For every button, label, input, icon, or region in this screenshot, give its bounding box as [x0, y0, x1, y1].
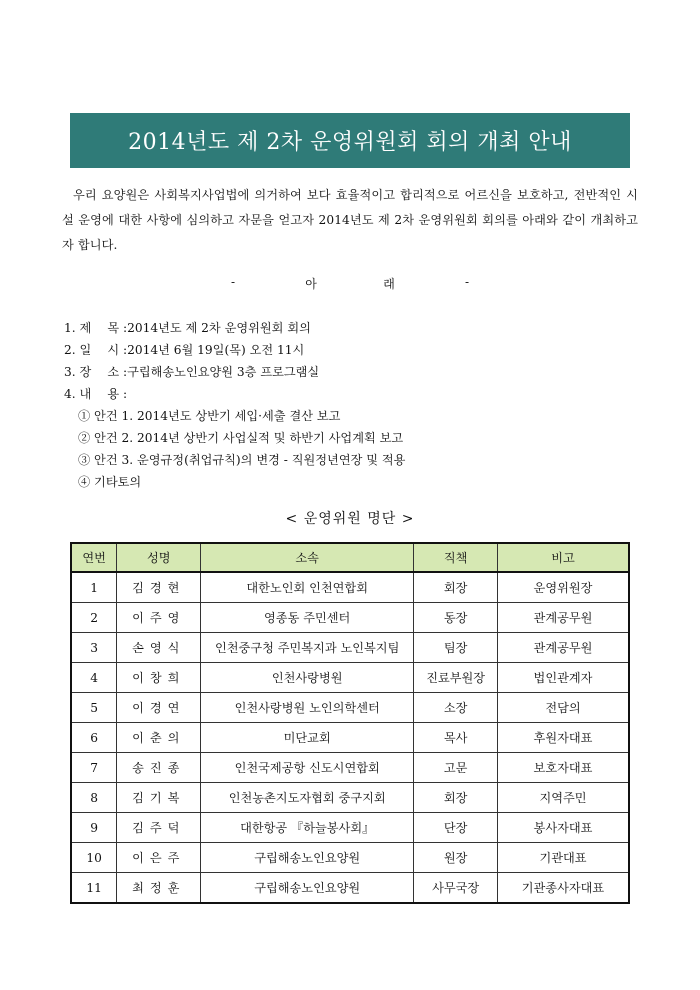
detail-title [64, 317, 644, 339]
detail-value: 2014년도 제 2차 운영위원회 회의 [127, 321, 311, 335]
cell-affiliation: 인천국제공항 신도시연합회 [201, 753, 414, 783]
agenda-item: ② 안건 2. 2014년 상반기 사업실적 및 하반기 사업계획 보고 [78, 431, 404, 445]
table-row [71, 843, 629, 873]
cell-position: 팀장 [414, 633, 498, 663]
cell-name: 김경현 [117, 572, 201, 603]
cell-affiliation: 인천사랑병원 [201, 663, 414, 693]
cell-name: 송진종 [117, 753, 201, 783]
table-header-row [71, 543, 629, 572]
cell-no: 7 [71, 753, 117, 783]
ahrae-char-2: 래 [383, 277, 395, 291]
cell-name: 이주영 [117, 603, 201, 633]
header-name: 성명 [117, 543, 201, 572]
detail-value: 구립해송노인요양원 3층 프로그램실 [127, 365, 320, 379]
cell-note: 관계공무원 [497, 633, 629, 663]
table-body [71, 572, 629, 903]
cell-affiliation: 대한노인회 인천연합회 [201, 572, 414, 603]
cell-name: 손영식 [117, 633, 201, 663]
cell-no: 3 [71, 633, 117, 663]
cell-name: 이경연 [117, 693, 201, 723]
detail-datetime [64, 339, 644, 361]
table-row [71, 723, 629, 753]
cell-no: 11 [71, 873, 117, 904]
header-affiliation: 소속 [201, 543, 414, 572]
cell-position: 목사 [414, 723, 498, 753]
detail-label: 1. 제 목 : [64, 321, 128, 335]
intro-paragraph: 우리 요양원은 사회복지사업법에 의거하여 보다 효율적이고 합리적으로 어르신을 보호하고, 전반적인 시설 운영에 대한 사항에 심의하고 자문을 얻고자 2014년도 제 2차 운영위원회 회의를 아래와 같이 개최하고자 합니다. [62, 188, 638, 252]
table-row [71, 633, 629, 663]
cell-no: 2 [71, 603, 117, 633]
cell-note: 법인관계자 [497, 663, 629, 693]
roster-title: < 운영위원 명단 > [285, 511, 415, 527]
cell-position: 단장 [414, 813, 498, 843]
cell-affiliation: 구립해송노인요양원 [201, 843, 414, 873]
header-note: 비고 [497, 543, 629, 572]
cell-affiliation: 대한항공 『하늘봉사회』 [201, 813, 414, 843]
cell-position: 진료부원장 [414, 663, 498, 693]
meeting-details [64, 317, 644, 493]
cell-position: 회장 [414, 572, 498, 603]
cell-affiliation: 영종동 주민센터 [201, 603, 414, 633]
detail-label: 2. 일 시 : [64, 343, 128, 357]
table-row [71, 813, 629, 843]
cell-no: 9 [71, 813, 117, 843]
cell-note: 지역주민 [497, 783, 629, 813]
table-row [71, 873, 629, 904]
cell-affiliation: 구립해송노인요양원 [201, 873, 414, 904]
cell-position: 소장 [414, 693, 498, 723]
cell-position: 회장 [414, 783, 498, 813]
cell-position: 고문 [414, 753, 498, 783]
cell-name: 김기복 [117, 783, 201, 813]
detail-place [64, 361, 644, 383]
header-no: 연번 [71, 543, 117, 572]
table-row [71, 663, 629, 693]
cell-name: 이은주 [117, 843, 201, 873]
cell-no: 1 [71, 572, 117, 603]
table-row [71, 603, 629, 633]
agenda-item: ① 안건 1. 2014년도 상반기 세입·세출 결산 보고 [78, 409, 341, 423]
cell-note: 운영위원장 [497, 572, 629, 603]
cell-affiliation: 인천농촌지도자협회 중구지회 [201, 783, 414, 813]
detail-value: 2014년 6월 19일(목) 오전 11시 [127, 343, 305, 357]
table-row [71, 783, 629, 813]
cell-affiliation: 인천중구청 주민복지과 노인복지팀 [201, 633, 414, 663]
cell-name: 김주덕 [117, 813, 201, 843]
table-row [71, 753, 629, 783]
agenda-item: ④ 기타토의 [78, 475, 142, 489]
ahrae-char-1: 아 [305, 277, 317, 291]
ahrae-heading [0, 275, 700, 292]
cell-name: 최정훈 [117, 873, 201, 904]
cell-name: 이춘의 [117, 723, 201, 753]
cell-no: 5 [71, 693, 117, 723]
detail-label: 3. 장 소 : [64, 365, 128, 379]
cell-note: 기관종사자대표 [497, 873, 629, 904]
cell-note: 관계공무원 [497, 603, 629, 633]
ahrae-dash-left: - [230, 275, 236, 289]
cell-name: 이창희 [117, 663, 201, 693]
cell-note: 후원자대표 [497, 723, 629, 753]
cell-affiliation: 인천사랑병원 노인의학센터 [201, 693, 414, 723]
cell-no: 6 [71, 723, 117, 753]
cell-note: 봉사자대표 [497, 813, 629, 843]
header-position: 직책 [414, 543, 498, 572]
cell-position: 사무국장 [414, 873, 498, 904]
cell-note: 보호자대표 [497, 753, 629, 783]
cell-no: 8 [71, 783, 117, 813]
cell-no: 4 [71, 663, 117, 693]
committee-roster-table [70, 542, 630, 904]
cell-note: 기관대표 [497, 843, 629, 873]
detail-label: 4. 내 용 : [64, 387, 128, 401]
cell-position: 원장 [414, 843, 498, 873]
ahrae-dash-right: - [464, 275, 470, 289]
table-row [71, 572, 629, 603]
page-title: 2014년도 제 2차 운영위원회 회의 개최 안내 [128, 130, 572, 155]
cell-position: 동장 [414, 603, 498, 633]
table-row [71, 693, 629, 723]
detail-content [64, 383, 644, 405]
title-banner [70, 113, 630, 168]
agenda-item: ③ 안건 3. 운영규정(취업규칙)의 변경 - 직원정년연장 및 적용 [78, 453, 406, 467]
cell-note: 전담의 [497, 693, 629, 723]
cell-affiliation: 미단교회 [201, 723, 414, 753]
cell-no: 10 [71, 843, 117, 873]
